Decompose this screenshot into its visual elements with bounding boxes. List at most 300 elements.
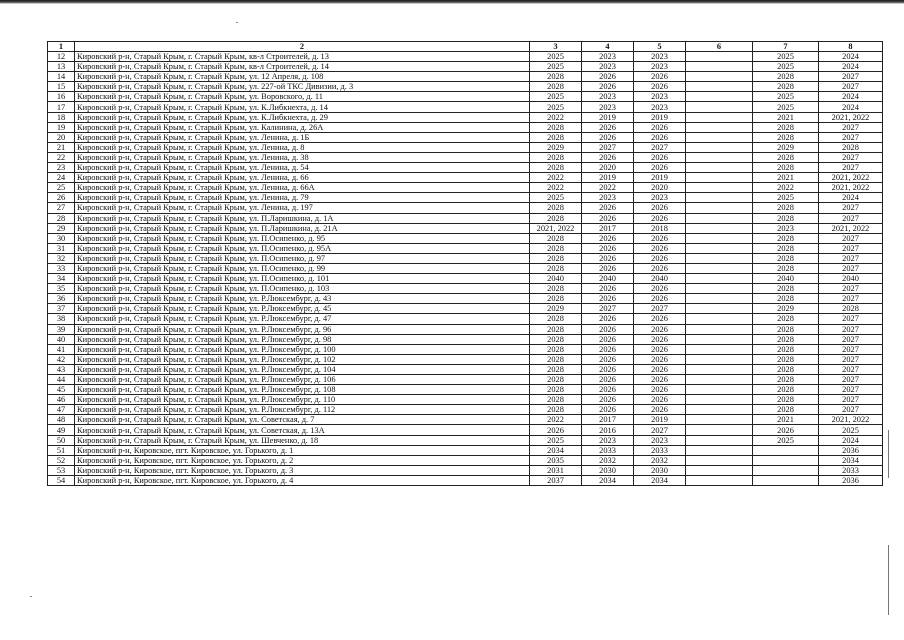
address-cell: Кировский р-н, Старый Крым, г. Старый Крым, ул. П.Осипенко, д. 99 — [75, 263, 530, 273]
table-row — [48, 435, 883, 445]
year-cell: 2028 — [753, 72, 819, 82]
address-cell: Кировский р-н, Старый Крым, г. Старый Крым, ул. Р.Люксембург, д. 106 — [75, 375, 530, 385]
year-cell: 2028 — [753, 203, 819, 213]
address-cell: Кировский р-н, Старый Крым, г. Старый Крым, ул. Советская, д. 13А — [75, 425, 530, 435]
year-cell: 2027 — [819, 82, 883, 92]
year-cell: 2028 — [530, 72, 582, 82]
year-cell: 2027 — [582, 304, 634, 314]
year-cell — [686, 354, 753, 364]
row-number-cell: 53 — [48, 465, 75, 475]
table-row — [48, 183, 883, 193]
row-number-cell: 28 — [48, 213, 75, 223]
year-cell: 2028 — [753, 122, 819, 132]
year-cell — [686, 122, 753, 132]
year-cell: 2026 — [582, 203, 634, 213]
address-cell: Кировский р-н, Старый Крым, г. Старый Крым, ул. Р.Люксембург, д. 110 — [75, 395, 530, 405]
row-number-cell: 48 — [48, 415, 75, 425]
year-cell: 2024 — [819, 52, 883, 62]
year-cell: 2028 — [819, 142, 883, 152]
year-cell: 2023 — [582, 435, 634, 445]
year-cell — [686, 395, 753, 405]
year-cell — [686, 62, 753, 72]
year-cell: 2021 — [753, 112, 819, 122]
table-row — [48, 152, 883, 162]
year-cell: 2024 — [819, 435, 883, 445]
year-cell — [686, 405, 753, 415]
year-cell — [686, 52, 753, 62]
row-number-cell: 54 — [48, 475, 75, 485]
table-row — [48, 324, 883, 334]
row-number-cell: 41 — [48, 344, 75, 354]
year-cell — [686, 284, 753, 294]
row-number-cell: 42 — [48, 354, 75, 364]
row-number-cell: 49 — [48, 425, 75, 435]
year-cell — [686, 223, 753, 233]
table-row — [48, 415, 883, 425]
year-cell: 2027 — [819, 324, 883, 334]
table-row — [48, 82, 883, 92]
table-row — [48, 425, 883, 435]
table-row — [48, 304, 883, 314]
address-cell: Кировский р-н, Старый Крым, г. Старый Крым, ул. Р.Люксембург, д. 43 — [75, 294, 530, 304]
address-cell: Кировский р-н, Старый Крым, г. Старый Крым, ул. Ленина, д. 66 — [75, 173, 530, 183]
row-number-cell: 36 — [48, 294, 75, 304]
year-cell: 2027 — [819, 314, 883, 324]
year-cell: 2028 — [753, 294, 819, 304]
table-row — [48, 294, 883, 304]
year-cell: 2019 — [582, 173, 634, 183]
year-cell: 2028 — [530, 253, 582, 263]
year-cell: 2036 — [819, 475, 883, 485]
address-cell: Кировский р-н, Старый Крым, г. Старый Крым, ул. К.Либкнехта, д. 14 — [75, 102, 530, 112]
year-cell: 2026 — [634, 364, 686, 374]
year-cell: 2032 — [634, 455, 686, 465]
address-cell: Кировский р-н, Старый Крым, г. Старый Крым, ул. Р.Люксембург, д. 104 — [75, 364, 530, 374]
year-cell: 2028 — [530, 294, 582, 304]
year-cell: 2028 — [530, 375, 582, 385]
year-cell: 2023 — [582, 193, 634, 203]
address-cell: Кировский р-н, Старый Крым, г. Старый Крым, ул. 12 Апреля, д. 108 — [75, 72, 530, 82]
table-row — [48, 455, 883, 465]
table-row — [48, 385, 883, 395]
address-cell: Кировский р-н, Кировское, пгт. Кировское, ул. Горького, д. 1 — [75, 445, 530, 455]
year-cell: 2027 — [819, 132, 883, 142]
address-cell: Кировский р-н, Кировское, пгт. Кировское, ул. Горького, д. 3 — [75, 465, 530, 475]
year-cell — [686, 203, 753, 213]
year-cell: 2022 — [530, 183, 582, 193]
table-row — [48, 354, 883, 364]
year-cell — [686, 132, 753, 142]
year-cell: 2026 — [582, 405, 634, 415]
year-cell: 2026 — [634, 72, 686, 82]
year-cell — [686, 334, 753, 344]
year-cell: 2028 — [530, 344, 582, 354]
year-cell — [686, 92, 753, 102]
year-cell: 2026 — [582, 233, 634, 243]
scan-top-edge — [0, 0, 904, 4]
year-cell: 2027 — [819, 344, 883, 354]
row-number-cell: 19 — [48, 122, 75, 132]
column-number: 4 — [582, 42, 634, 52]
year-cell: 2028 — [530, 203, 582, 213]
year-cell: 2022 — [530, 415, 582, 425]
year-cell: 2028 — [530, 233, 582, 243]
year-cell — [686, 102, 753, 112]
row-number-cell: 13 — [48, 62, 75, 72]
table-row — [48, 284, 883, 294]
year-cell: 2023 — [582, 62, 634, 72]
year-cell: 2026 — [634, 344, 686, 354]
year-cell — [686, 112, 753, 122]
housing-register-table — [47, 41, 883, 486]
table-row — [48, 173, 883, 183]
table-row — [48, 263, 883, 273]
year-cell: 2027 — [819, 263, 883, 273]
address-cell: Кировский р-н, Старый Крым, г. Старый Крым, ул. Шевченко, д. 18 — [75, 435, 530, 445]
row-number-cell: 25 — [48, 183, 75, 193]
year-cell: 2028 — [753, 314, 819, 324]
year-cell: 2027 — [819, 253, 883, 263]
address-cell: Кировский р-н, Старый Крым, г. Старый Крым, ул. П.Осипенко, д. 95 — [75, 233, 530, 243]
year-cell: 2027 — [819, 375, 883, 385]
year-cell: 2026 — [634, 253, 686, 263]
year-cell: 2021, 2022 — [819, 112, 883, 122]
year-cell: 2028 — [530, 82, 582, 92]
year-cell: 2025 — [530, 92, 582, 102]
year-cell: 2034 — [582, 475, 634, 485]
year-cell: 2032 — [582, 455, 634, 465]
year-cell: 2031 — [530, 465, 582, 475]
table-row — [48, 243, 883, 253]
row-number-cell: 47 — [48, 405, 75, 415]
address-cell: Кировский р-н, Старый Крым, г. Старый Крым, ул. 227-ой ТКС Дивизии, д. 3 — [75, 82, 530, 92]
year-cell: 2033 — [582, 445, 634, 455]
year-cell: 2040 — [634, 274, 686, 284]
address-cell: Кировский р-н, Старый Крым, г. Старый Крым, ул. Р.Люксембург, д. 98 — [75, 334, 530, 344]
year-cell: 2017 — [582, 415, 634, 425]
year-cell: 2028 — [753, 354, 819, 364]
year-cell: 2025 — [753, 193, 819, 203]
year-cell — [686, 243, 753, 253]
year-cell: 2027 — [634, 304, 686, 314]
row-number-cell: 30 — [48, 233, 75, 243]
address-cell: Кировский р-н, Старый Крым, г. Старый Крым, ул. Р.Люксембург, д. 112 — [75, 405, 530, 415]
year-cell: 2025 — [530, 193, 582, 203]
year-cell: 2026 — [582, 284, 634, 294]
year-cell — [686, 173, 753, 183]
column-number: 8 — [819, 42, 883, 52]
year-cell: 2040 — [753, 274, 819, 284]
year-cell: 2025 — [530, 52, 582, 62]
year-cell: 2027 — [819, 354, 883, 364]
table-row — [48, 122, 883, 132]
year-cell — [686, 475, 753, 485]
address-cell: Кировский р-н, Старый Крым, г. Старый Крым, ул. Ленина, д. 54 — [75, 163, 530, 173]
year-cell: 2026 — [582, 385, 634, 395]
year-cell: 2023 — [634, 435, 686, 445]
year-cell: 2028 — [530, 334, 582, 344]
year-cell: 2026 — [634, 314, 686, 324]
year-cell: 2025 — [530, 102, 582, 112]
year-cell: 2026 — [634, 82, 686, 92]
year-cell: 2040 — [530, 274, 582, 284]
year-cell: 2024 — [819, 92, 883, 102]
year-cell: 2018 — [634, 223, 686, 233]
row-number-cell: 37 — [48, 304, 75, 314]
row-number-cell: 40 — [48, 334, 75, 344]
row-number-cell: 32 — [48, 253, 75, 263]
year-cell: 2028 — [530, 385, 582, 395]
row-number-cell: 14 — [48, 72, 75, 82]
address-cell: Кировский р-н, Старый Крым, г. Старый Крым, ул. П.Осипенко, д. 97 — [75, 253, 530, 263]
year-cell: 2026 — [634, 152, 686, 162]
table-row — [48, 52, 883, 62]
address-cell: Кировский р-н, Кировское, пгт. Кировское, ул. Горького, д. 4 — [75, 475, 530, 485]
year-cell: 2025 — [819, 425, 883, 435]
year-cell: 2019 — [634, 173, 686, 183]
year-cell: 2026 — [582, 122, 634, 132]
year-cell — [686, 152, 753, 162]
year-cell — [686, 253, 753, 263]
year-cell: 2027 — [819, 395, 883, 405]
year-cell: 2028 — [753, 243, 819, 253]
year-cell: 2030 — [634, 465, 686, 475]
year-cell: 2026 — [634, 203, 686, 213]
year-cell: 2026 — [582, 152, 634, 162]
year-cell: 2022 — [753, 183, 819, 193]
address-cell: Кировский р-н, Старый Крым, г. Старый Крым, кв-л Строителей, д. 14 — [75, 62, 530, 72]
year-cell: 2026 — [634, 324, 686, 334]
table-row — [48, 142, 883, 152]
scan-margin-mark — [888, 430, 889, 478]
year-cell: 2028 — [530, 314, 582, 324]
year-cell: 2026 — [582, 324, 634, 334]
year-cell: 2019 — [634, 112, 686, 122]
year-cell: 2026 — [634, 132, 686, 142]
table-row — [48, 465, 883, 475]
year-cell: 2026 — [582, 354, 634, 364]
year-cell — [686, 82, 753, 92]
year-cell: 2030 — [582, 465, 634, 475]
year-cell: 2028 — [530, 354, 582, 364]
year-cell: 2037 — [530, 475, 582, 485]
address-cell: Кировский р-н, Старый Крым, г. Старый Крым, ул. Ленина, д. 1Б — [75, 132, 530, 142]
year-cell — [753, 475, 819, 485]
year-cell — [686, 385, 753, 395]
year-cell: 2028 — [530, 324, 582, 334]
year-cell — [686, 233, 753, 243]
address-cell: Кировский р-н, Старый Крым, г. Старый Крым, ул. П.Ларишкина, д. 21А — [75, 223, 530, 233]
year-cell: 2024 — [819, 193, 883, 203]
year-cell: 2026 — [634, 375, 686, 385]
row-number-cell: 15 — [48, 82, 75, 92]
address-cell: Кировский р-н, Старый Крым, г. Старый Крым, ул. Р.Люксембург, д. 102 — [75, 354, 530, 364]
row-number-cell: 43 — [48, 364, 75, 374]
year-cell: 2027 — [819, 72, 883, 82]
row-number-cell: 21 — [48, 142, 75, 152]
table-row — [48, 314, 883, 324]
year-cell: 2028 — [753, 253, 819, 263]
year-cell: 2021, 2022 — [819, 173, 883, 183]
year-cell — [686, 193, 753, 203]
year-cell: 2028 — [530, 163, 582, 173]
year-cell: 2028 — [753, 213, 819, 223]
table-row — [48, 375, 883, 385]
table-row — [48, 213, 883, 223]
year-cell — [686, 364, 753, 374]
scan-speck — [236, 22, 238, 23]
year-cell — [686, 445, 753, 455]
year-cell: 2023 — [634, 193, 686, 203]
address-cell: Кировский р-н, Старый Крым, г. Старый Крым, ул. К.Либкнехта, д. 29 — [75, 112, 530, 122]
year-cell: 2017 — [582, 223, 634, 233]
address-cell: Кировский р-н, Старый Крым, г. Старый Крым, ул. П.Осипенко, д. 95А — [75, 243, 530, 253]
year-cell — [686, 435, 753, 445]
year-cell: 2028 — [753, 405, 819, 415]
address-cell: Кировский р-н, Старый Крым, г. Старый Крым, ул. Ленина, д. 79 — [75, 193, 530, 203]
row-number-cell: 35 — [48, 284, 75, 294]
year-cell: 2028 — [753, 395, 819, 405]
address-cell: Кировский р-н, Старый Крым, г. Старый Крым, ул. П.Осипенко, д. 101 — [75, 274, 530, 284]
year-cell: 2027 — [819, 284, 883, 294]
year-cell: 2028 — [753, 82, 819, 92]
year-cell — [686, 72, 753, 82]
year-cell: 2028 — [530, 364, 582, 374]
year-cell: 2026 — [634, 284, 686, 294]
year-cell: 2028 — [753, 334, 819, 344]
year-cell: 2019 — [634, 415, 686, 425]
year-cell: 2028 — [530, 284, 582, 294]
year-cell — [686, 163, 753, 173]
scan-speck — [30, 596, 32, 597]
year-cell: 2020 — [634, 183, 686, 193]
year-cell: 2026 — [530, 425, 582, 435]
year-cell: 2022 — [582, 183, 634, 193]
row-number-cell: 24 — [48, 173, 75, 183]
row-number-cell: 34 — [48, 274, 75, 284]
year-cell — [686, 324, 753, 334]
year-cell — [686, 455, 753, 465]
year-cell: 2026 — [582, 213, 634, 223]
column-number: 1 — [48, 42, 75, 52]
year-cell: 2035 — [530, 455, 582, 465]
year-cell: 2028 — [819, 304, 883, 314]
year-cell: 2025 — [753, 102, 819, 112]
year-cell: 2027 — [819, 294, 883, 304]
year-cell: 2027 — [819, 203, 883, 213]
scan-margin-mark — [888, 545, 889, 615]
year-cell: 2028 — [753, 152, 819, 162]
address-cell: Кировский р-н, Старый Крым, г. Старый Крым, ул. Ленина, д. 66А — [75, 183, 530, 193]
year-cell — [686, 465, 753, 475]
row-number-cell: 52 — [48, 455, 75, 465]
row-number-cell: 20 — [48, 132, 75, 142]
row-number-cell: 44 — [48, 375, 75, 385]
year-cell: 2027 — [819, 233, 883, 243]
year-cell — [686, 183, 753, 193]
row-number-cell: 26 — [48, 193, 75, 203]
year-cell: 2026 — [582, 344, 634, 354]
year-cell: 2027 — [819, 122, 883, 132]
row-number-cell: 50 — [48, 435, 75, 445]
row-number-cell: 18 — [48, 112, 75, 122]
year-cell: 2024 — [819, 62, 883, 72]
year-cell: 2027 — [819, 243, 883, 253]
year-cell: 2027 — [582, 142, 634, 152]
year-cell: 2026 — [582, 334, 634, 344]
table-row — [48, 112, 883, 122]
year-cell: 2027 — [819, 213, 883, 223]
address-cell: Кировский р-н, Старый Крым, г. Старый Крым, ул. Р.Люксембург, д. 108 — [75, 385, 530, 395]
year-cell: 2026 — [634, 163, 686, 173]
year-cell: 2026 — [582, 314, 634, 324]
table-row — [48, 163, 883, 173]
column-number: 6 — [686, 42, 753, 52]
table-row — [48, 364, 883, 374]
year-cell: 2026 — [634, 395, 686, 405]
year-cell: 2021, 2022 — [819, 183, 883, 193]
year-cell: 2028 — [530, 122, 582, 132]
row-number-cell: 22 — [48, 152, 75, 162]
year-cell: 2022 — [530, 173, 582, 183]
year-cell: 2025 — [753, 92, 819, 102]
year-cell: 2026 — [634, 385, 686, 395]
year-cell: 2023 — [753, 223, 819, 233]
table-row — [48, 62, 883, 72]
row-number-cell: 38 — [48, 314, 75, 324]
year-cell: 2020 — [582, 163, 634, 173]
year-cell: 2036 — [819, 445, 883, 455]
year-cell: 2025 — [530, 62, 582, 72]
column-number: 5 — [634, 42, 686, 52]
year-cell: 2025 — [753, 52, 819, 62]
year-cell: 2028 — [530, 152, 582, 162]
year-cell: 2023 — [634, 102, 686, 112]
year-cell: 2025 — [753, 62, 819, 72]
year-cell: 2040 — [582, 274, 634, 284]
column-number: 3 — [530, 42, 582, 52]
year-cell: 2026 — [634, 354, 686, 364]
year-cell: 2026 — [582, 82, 634, 92]
year-cell: 2023 — [634, 62, 686, 72]
column-number: 7 — [753, 42, 819, 52]
year-cell — [753, 465, 819, 475]
table-row — [48, 344, 883, 354]
year-cell: 2029 — [530, 142, 582, 152]
year-cell: 2027 — [819, 334, 883, 344]
year-cell: 2021, 2022 — [819, 415, 883, 425]
year-cell: 2026 — [582, 375, 634, 385]
year-cell: 2028 — [753, 284, 819, 294]
year-cell — [686, 344, 753, 354]
year-cell: 2029 — [530, 304, 582, 314]
year-cell: 2024 — [819, 102, 883, 112]
year-cell: 2028 — [530, 213, 582, 223]
year-cell: 2022 — [530, 112, 582, 122]
year-cell: 2028 — [753, 385, 819, 395]
address-cell: Кировский р-н, Старый Крым, г. Старый Крым, ул. Р.Люксембург, д. 45 — [75, 304, 530, 314]
address-cell: Кировский р-н, Старый Крым, г. Старый Крым, ул. Р.Люксембург, д. 96 — [75, 324, 530, 334]
table-row — [48, 193, 883, 203]
year-cell: 2026 — [753, 425, 819, 435]
year-cell: 2027 — [819, 152, 883, 162]
year-cell: 2029 — [753, 142, 819, 152]
address-cell: Кировский р-н, Старый Крым, г. Старый Крым, ул. Р.Люксембург, д. 100 — [75, 344, 530, 354]
year-cell: 2028 — [753, 324, 819, 334]
table-row — [48, 475, 883, 485]
row-number-cell: 46 — [48, 395, 75, 405]
year-cell: 2026 — [634, 213, 686, 223]
